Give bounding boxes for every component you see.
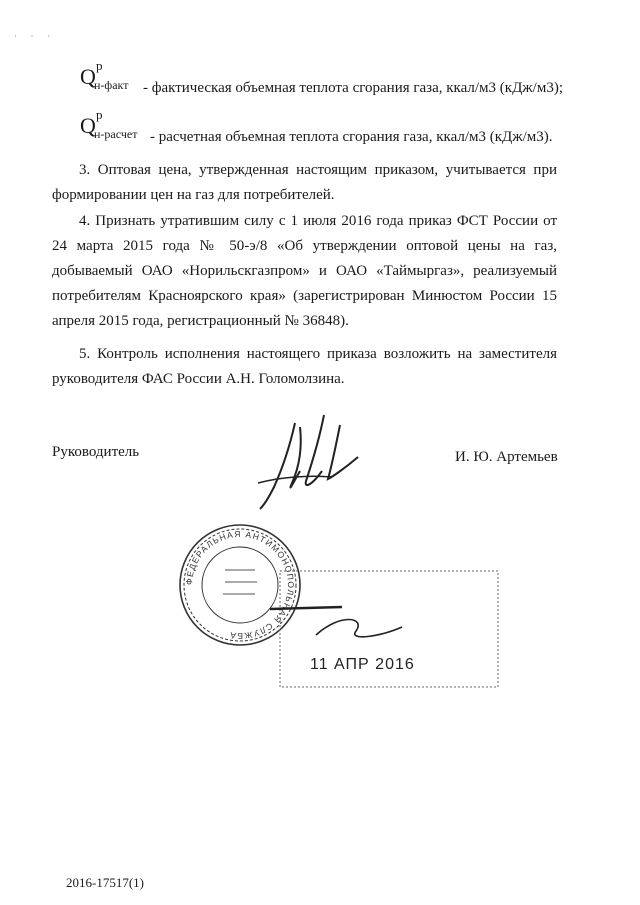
paragraph-3: 3. Оптовая цена, утвержденная настоящим приказом, учитывается при формировании цен на газ для потребителей. — [52, 162, 557, 203]
formula-subscript: н-расчет — [94, 127, 138, 141]
formula-symbol: Q — [80, 64, 96, 89]
handwritten-signature — [240, 405, 370, 515]
seal-ring-text: ФЕДЕРАЛЬНАЯ АНТИМОНОПОЛЬНАЯ СЛУЖБА — [183, 528, 297, 642]
registration-stamp-box — [270, 565, 502, 695]
formula-superscript: р — [96, 58, 103, 73]
formula-definition-fact — [80, 58, 580, 96]
date-stamp: 11 АПР 2016 — [310, 656, 415, 673]
scan-dots: · · · — [14, 32, 56, 41]
formula-definition-text: - фактическая объемная теплота сгорания газа, ккал/м3 (кДж/м3); — [143, 80, 563, 96]
formula-definition-calc — [80, 107, 580, 145]
document-number: 2016-17517(1) — [66, 875, 144, 890]
paragraph-5: 5. Контроль исполнения настоящего приказа возложить на заместителя руководителя ФАС России А.Н. Голомолзина. — [52, 346, 557, 387]
formula-definition-text: - расчетная объемная теплота сгорания газа, ккал/м3 (кДж/м3). — [150, 129, 553, 145]
signer-position: Руководитель — [52, 444, 140, 460]
paragraph-4: 4. Признать утратившим силу с 1 июля 2016 года приказ ФСТ России от 24 марта 2015 года № 50-э/8 «Об утверждении оптовой цены на газ, добываемый ОАО «Норильскгазпром» и ОАО «Таймыргаз», реализуемый потребителям Красноярского края» (зарегистрирован Минюстом России 15 апреля 2015 года, регистрационный № 36848). — [52, 213, 557, 329]
formula-superscript: р — [96, 107, 103, 122]
formula-symbol: Q — [80, 113, 96, 138]
formula-subscript: н-факт — [94, 78, 129, 92]
signer-name: И. Ю. Артемьев — [455, 449, 558, 465]
